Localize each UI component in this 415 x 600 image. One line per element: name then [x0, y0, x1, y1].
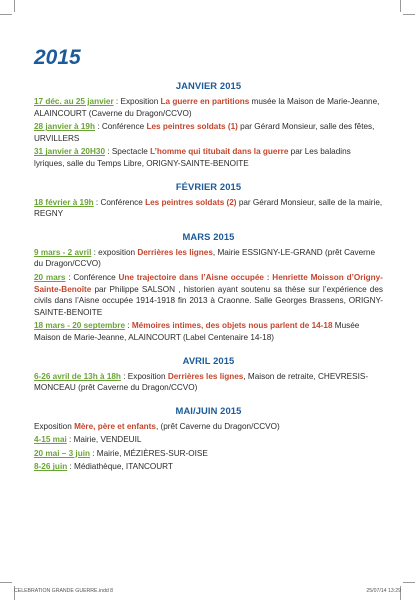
event-text: : Spectacle: [105, 147, 151, 157]
month-heading: FÉVRIER 2015: [175, 180, 242, 192]
month-section: [34, 405, 383, 473]
month-heading: MARS 2015: [182, 230, 235, 242]
event-entry: [34, 96, 383, 119]
event-text: : Exposition: [113, 97, 161, 106]
event-entry: [34, 247, 383, 270]
event-text: : Mairie, VENDEUIL: [66, 435, 142, 445]
page-title: 2015: [34, 46, 81, 69]
crop-mark: [0, 14, 12, 15]
footer-file: CELEBRATION GRANDE GUERRE.indd 8: [14, 588, 114, 594]
event-details: par Les baladins lyriques, salle du Temps Libre, ORIGNY-SAINTE-BENOITE: [34, 147, 351, 168]
month-heading: AVRIL 2015: [182, 354, 235, 366]
month-heading: JANVIER 2015: [175, 80, 242, 91]
event-text: : Conférence: [65, 272, 119, 282]
month-section: [34, 80, 383, 170]
event-title: Derrières les lignes: [137, 247, 213, 257]
month-heading: MAI/JUIN 2015: [175, 404, 242, 416]
event-details: par Gérard Monsieur, salle de la mairie, REGNY: [34, 197, 383, 219]
crop-mark: [403, 14, 415, 15]
event-entry: [34, 197, 383, 220]
crop-mark: [0, 582, 12, 583]
event-title: L’homme qui titubait dans la guerre: [150, 147, 289, 157]
event-title: Les peintres soldats (2): [145, 197, 237, 207]
event-entry: [34, 121, 383, 144]
crop-mark: [403, 582, 415, 583]
event-title: Une trajectoire dans l’Aisne occupée : Henriette Moisson d’Origny-Sainte-Benoîte: [34, 272, 383, 294]
event-text: : exposition: [91, 247, 138, 257]
event-entry: [34, 320, 383, 343]
event-text: : Mairie, MÉZIÈRES-SUR-OISE: [89, 448, 208, 458]
event-title: Les peintres soldats (1): [146, 122, 238, 132]
footer-stamp: 25/07/14 13:29: [366, 588, 401, 594]
event-entry: [34, 146, 383, 169]
event-date: 9 mars - 2 avril: [34, 247, 92, 257]
event-details: par Gérard Monsieur, salle des fêtes, URVILLERS: [34, 122, 375, 143]
event-date: 31 janvier à 20H30: [34, 147, 106, 157]
event-entry: [34, 371, 383, 394]
event-date: 20 mai – 3 juin: [34, 448, 90, 458]
month-section: [34, 355, 383, 394]
event-details: par Philippe SALSON , historien ayant soutenu sa thèse sur l’expérience des civils dans l’Aisne occupée 1914-1918 fin 2013 à Craonne. Salle Georges Brassens, ORIGNY-SAINTE-BENOITE: [34, 284, 383, 317]
crop-mark: [400, 0, 401, 12]
event-details: musée la Maison de Marie-Jeanne, ALAINCOURT (Caverne du Dragon/CCVO): [34, 97, 380, 118]
event-date: 17 déc. au 25 janvier: [34, 97, 114, 106]
event-text: :: [125, 321, 132, 331]
event-title: Derrières les lignes: [167, 371, 244, 381]
event-text: : Médiathèque, ITANCOURT: [67, 462, 173, 472]
event-entry: [34, 461, 383, 473]
event-details: , (prêt Caverne du Dragon/CCVO): [155, 421, 280, 431]
event-date: 6-26 avril de 13h à 18h: [34, 371, 121, 381]
month-section: [34, 181, 383, 220]
event-entry: [34, 272, 383, 318]
crop-mark: [14, 0, 15, 12]
event-text: : Conférence: [93, 197, 146, 207]
event-date: 20 mars: [34, 272, 66, 282]
event-title: La guerre en partitions: [160, 97, 250, 106]
event-text: Exposition: [34, 421, 75, 431]
month-section: [34, 231, 383, 344]
event-date: 28 janvier à 19h: [34, 122, 95, 132]
event-details: , Maison de retraite, CHEVRESIS-MONCEAU (prêt Caverne du Dragon/CCVO): [34, 371, 369, 393]
agenda: [34, 80, 383, 484]
event-entry: [34, 448, 383, 460]
event-text: : Conférence: [95, 122, 147, 132]
event-date: 18 février à 19h: [34, 197, 94, 207]
event-date: 4-15 mai: [34, 435, 67, 445]
event-details: Musée Maison de Marie-Jeanne, ALAINCOURT (Label Centenaire 14-18): [34, 321, 360, 342]
event-title: Mère, père et enfants: [74, 421, 156, 431]
event-text: : Exposition: [120, 371, 168, 381]
event-date: 18 mars - 20 septembre: [34, 321, 126, 331]
event-entry: [34, 434, 383, 446]
event-details: , Mairie ESSIGNY-LE-GRAND (prêt Caverne du Dragon/CCVO): [34, 247, 376, 269]
event-title: Mémoires intimes, des objets nous parlent de 14-18: [131, 321, 333, 331]
event-entry: [34, 421, 383, 433]
event-date: 8-26 juin: [34, 462, 68, 472]
